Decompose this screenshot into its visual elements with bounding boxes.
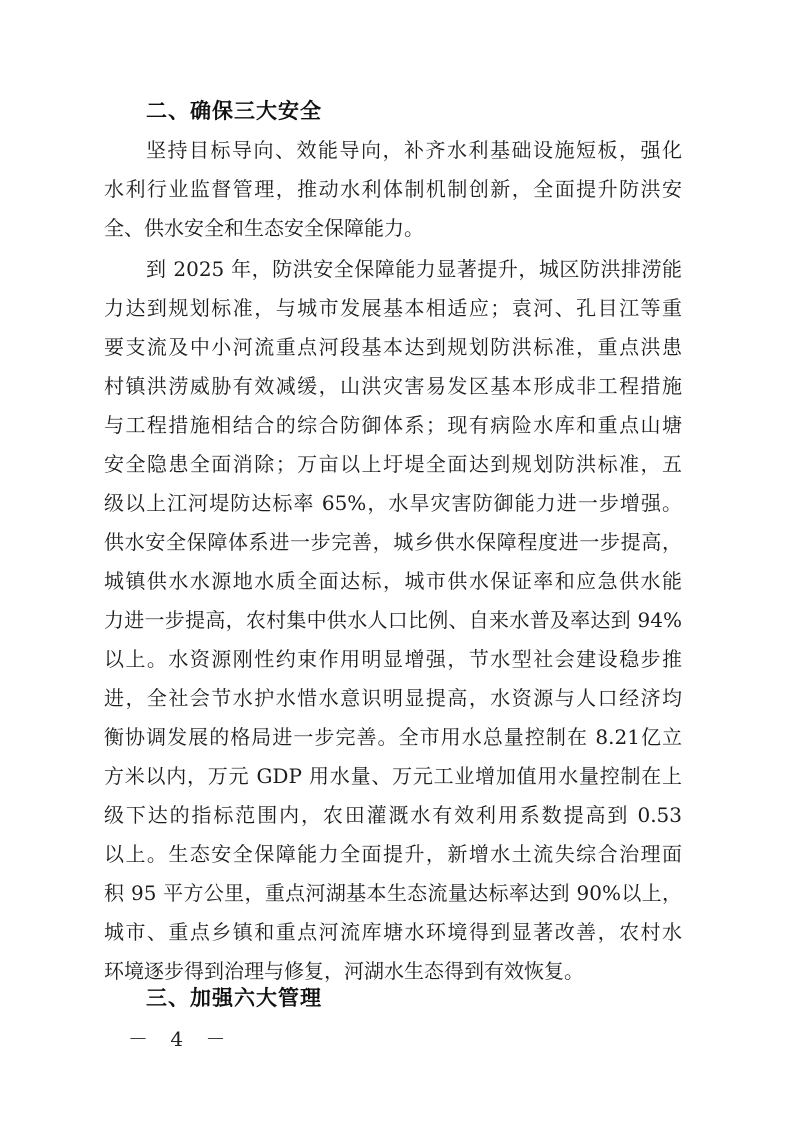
page-number: － 4 －	[128, 1027, 234, 1051]
paragraph-line: 方米以内，万元 GDP 用水量、万元工业增加值用水量控制在上	[104, 764, 682, 788]
paragraph-line: 级以上江河堤防达标率 65%，水旱灾害防御能力进一步增强。	[104, 491, 682, 515]
paragraph-line: 力进一步提高，农村集中供水人口比例、自来水普及率达到 94%	[104, 608, 682, 632]
paragraph-line: 到 2025 年，防洪安全保障能力显著提升，城区防洪排涝能	[146, 257, 682, 281]
paragraph-line: 城市、重点乡镇和重点河流库塘水环境得到显著改善，农村水	[104, 920, 682, 944]
paragraph-line: 级下达的指标范围内，农田灌溉水有效利用系数提高到 0.53	[104, 803, 682, 827]
paragraph-line: 力达到规划标准，与城市发展基本相适应；袁河、孔目江等重	[104, 296, 682, 320]
paragraph-line: 要支流及中小河流重点河段基本达到规划防洪标准，重点洪患	[104, 335, 682, 359]
paragraph-line: 环境逐步得到治理与修复，河湖水生态得到有效恢复。	[104, 959, 584, 983]
paragraph-line: 衡协调发展的格局进一步完善。全市用水总量控制在 8.21亿立	[104, 725, 682, 749]
paragraph-line: 以上。水资源刚性约束作用明显增强，节水型社会建设稳步推	[104, 647, 682, 671]
paragraph-line: 水利行业监督管理，推动水利体制机制创新，全面提升防洪安	[104, 177, 682, 201]
section-heading-ensure-three-safeties: 二、确保三大安全	[146, 99, 322, 123]
paragraph-line: 坚持目标导向、效能导向，补齐水利基础设施短板，强化	[146, 138, 682, 162]
section-heading-strengthen-six-managements: 三、加强六大管理	[146, 986, 322, 1010]
paragraph-line: 城镇供水水源地水质全面达标，城市供水保证率和应急供水能	[104, 569, 682, 593]
paragraph-line: 以上。生态安全保障能力全面提升，新增水土流失综合治理面	[104, 842, 682, 866]
paragraph-line: 与工程措施相结合的综合防御体系；现有病险水库和重点山塘	[104, 413, 682, 437]
paragraph-line: 供水安全保障体系进一步完善，城乡供水保障程度进一步提高，	[104, 530, 682, 554]
paragraph-line: 安全隐患全面消除；万亩以上圩堤全面达到规划防洪标准，五	[104, 452, 682, 476]
paragraph-line: 村镇洪涝威胁有效减缓，山洪灾害易发区基本形成非工程措施	[104, 374, 682, 398]
paragraph-line: 积 95 平方公里，重点河湖基本生态流量达标率达到 90%以上，	[104, 881, 682, 905]
paragraph-line: 全、供水安全和生态安全保障能力。	[104, 216, 424, 240]
paragraph-line: 进，全社会节水护水惜水意识明显提高，水资源与人口经济均	[104, 686, 682, 710]
